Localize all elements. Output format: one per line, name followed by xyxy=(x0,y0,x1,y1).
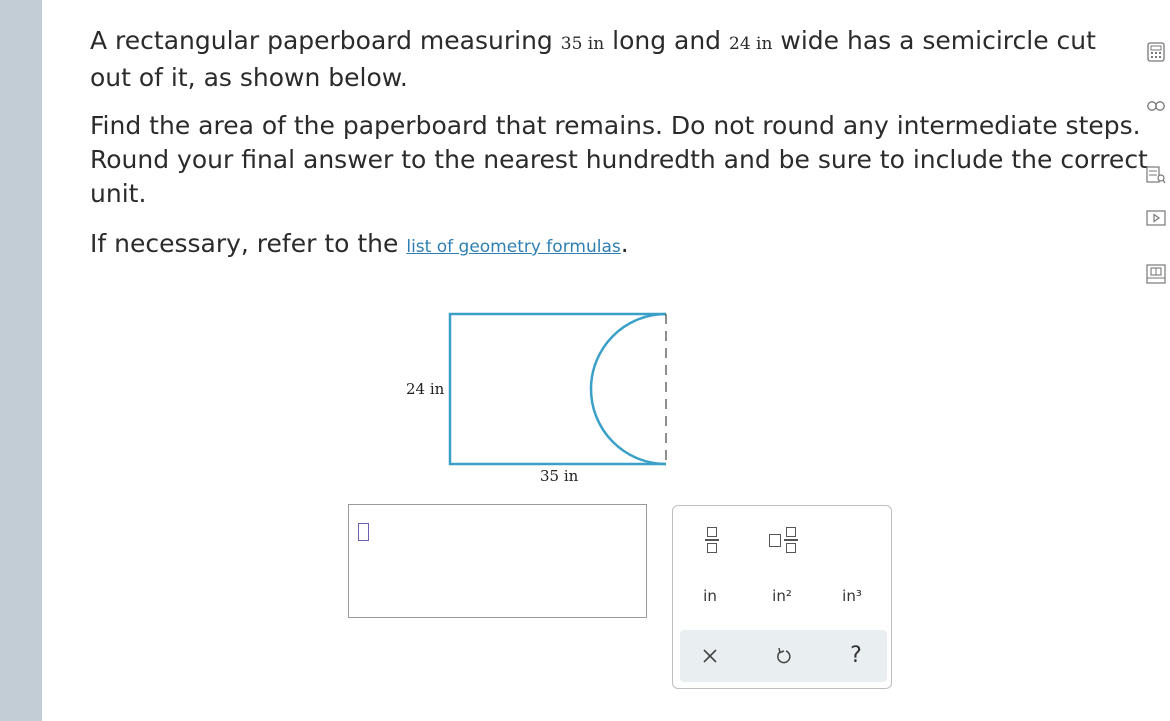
unit-in3-button[interactable]: in³ xyxy=(842,587,862,605)
mixed-number-button[interactable] xyxy=(759,520,807,560)
reference-text: If necessary, refer to the xyxy=(90,229,407,258)
height-label: 24 in xyxy=(406,380,445,398)
left-rail xyxy=(0,0,42,721)
geometry-formulas-link[interactable]: list of geometry formulas xyxy=(406,237,621,257)
answer-input[interactable] xyxy=(348,504,647,618)
reference-period: . xyxy=(620,229,629,258)
problem-text: long and xyxy=(604,26,730,55)
unit-in-button[interactable]: in xyxy=(703,587,717,605)
textbook-icon[interactable] xyxy=(1146,264,1166,284)
width-label: 35 in xyxy=(540,467,579,485)
play-video-icon[interactable] xyxy=(1146,208,1166,228)
problem-text: wide has a semicircle cut out of it, as shown below. xyxy=(90,26,1096,92)
figure xyxy=(380,300,680,485)
undo-icon xyxy=(776,647,792,665)
problem-text: A rectangular paperboard measuring xyxy=(90,26,561,55)
close-icon xyxy=(703,649,717,663)
infinity-icon[interactable] xyxy=(1146,96,1166,116)
length-value: 35 in xyxy=(560,34,605,54)
unit-in2-button[interactable]: in² xyxy=(772,587,792,605)
input-cursor xyxy=(358,523,369,541)
math-palette xyxy=(672,505,892,689)
calculator-icon[interactable] xyxy=(1146,42,1166,62)
width-value: 24 in xyxy=(729,34,773,54)
semicircle-cutout xyxy=(591,314,666,464)
clear-button[interactable] xyxy=(698,644,722,668)
formula-reference xyxy=(90,227,629,264)
palette-actions xyxy=(680,630,887,682)
fraction-button[interactable] xyxy=(697,520,727,560)
help-button[interactable]: ? xyxy=(850,642,862,668)
undo-button[interactable] xyxy=(772,643,796,669)
problem-statement xyxy=(90,24,1130,95)
expand-screen-icon[interactable] xyxy=(1146,165,1166,185)
problem-instructions: Find the area of the paperboard that remains. Do not round any intermediate steps. Round your final answer to the nearest hundredth and be sure to include the correct unit. xyxy=(90,111,1148,208)
rectangle-outline xyxy=(450,314,666,464)
